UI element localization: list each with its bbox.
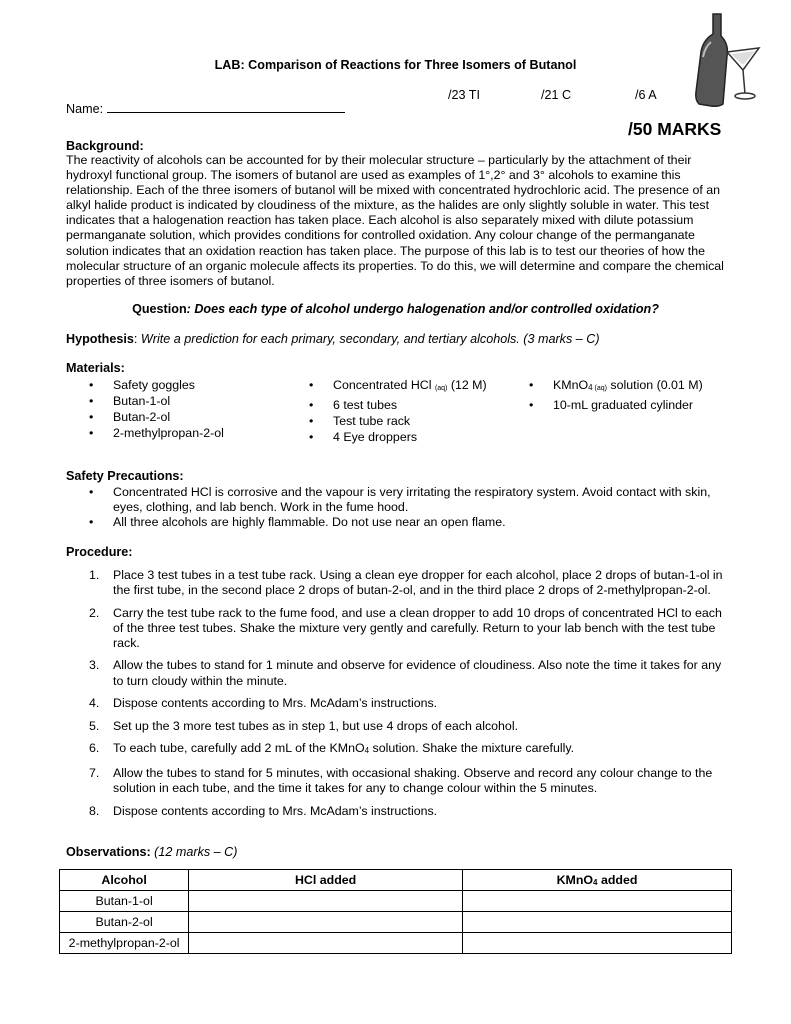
question-text: : Does each type of alcohol undergo halogenation and/or controlled oxidation?	[186, 302, 659, 316]
step-number: 3.	[89, 658, 100, 673]
materials-column-2	[309, 377, 524, 445]
step-number: 7.	[89, 765, 100, 780]
procedure-step	[89, 804, 729, 819]
materials-item: • 6 test tubes	[309, 397, 524, 413]
hcl-cell[interactable]	[189, 933, 463, 954]
safety-item: • Concentrated HCl is corrosive and the vapour is very irritating the respiratory system. Avoid contact with skin, eyes, clothing, and lab bench. Work in the fume hood.	[89, 485, 729, 515]
step-text: Carry the test tube rack to the fume food, and use a clean dropper to add 10 drops of concentrated HCl to each of the three test tubes. Shake the mixture very gently and carefully. Return to your lab bench with the test tube rack.	[113, 605, 722, 650]
step-number: 4.	[89, 696, 100, 711]
materials-item-kmno4	[529, 377, 739, 397]
table-header-row	[60, 870, 732, 891]
procedure-step	[89, 568, 729, 598]
kmno4-name: KMnO	[553, 378, 589, 392]
hcl-conc: (12 M)	[447, 378, 487, 392]
hcl-cell[interactable]	[189, 891, 463, 912]
step-text: To each tube, carefully add 2 mL of the KMnO	[113, 741, 365, 756]
step-subscript: 4	[364, 746, 370, 756]
procedure-step	[89, 658, 729, 688]
table-row	[60, 933, 732, 954]
materials-item: • Butan-2-ol	[89, 409, 299, 425]
background-text: The reactivity of alcohols can be accounted for by their molecular structure – particularly by the attachment of their hydroxyl functional group. The isomers of butanol are used as examples of 1°,2° and 3° alcohols to examine this relationship. Each of the three isomers of butanol will be mixed with concentrated hydrochloric acid. The presence of an alkyl halide product is indicated by cloudiness of the mixture, as the halides are only slightly soluble in water. This test indicates that a halogenation reaction has taken place. Each alcohol is also separately mixed with dilute potassium permanganate solution, which provides conditions for controlled oxidation. Any colour change of the permanganate solution indicates that an oxidation reaction has taken place. The purpose of this lab is to test our theories of how the molecular structure of an organic molecule affects its properties. To do this, we will determine and compare the chemical properties of three isomers of butanol.	[66, 153, 724, 288]
document-title: LAB: Comparison of Reactions for Three Isomers of Butanol	[214, 58, 577, 72]
name-field	[66, 101, 345, 116]
step-number: 6.	[89, 741, 100, 756]
alcohol-cell: Butan-2-ol	[60, 912, 189, 933]
kmno4-subscript: 4	[588, 383, 593, 392]
step-text: Allow the tubes to stand for 5 minutes, with occasional shaking. Observe and record any colour change to the solution in each tube, and the time it takes for any to change colour within the 5 minutes.	[113, 765, 713, 796]
step-number: 8.	[89, 803, 100, 818]
kmno4-header-subscript: 4	[593, 878, 598, 887]
observations-heading: Observations:	[66, 845, 151, 859]
step-text: Set up the 3 more test tubes as in step 1, but use 4 drops of each alcohol.	[113, 718, 519, 733]
hcl-aq: (aq)	[434, 385, 448, 392]
alcohol-cell: Butan-1-ol	[60, 891, 189, 912]
question-label: Question	[132, 302, 187, 316]
safety-heading: Safety Precautions:	[66, 469, 184, 483]
table-row	[60, 891, 732, 912]
step-text: Place 3 test tubes in a test tube rack. Using a clean eye dropper for each alcohol, place 2 drops of butan-1-ol in the first tube, in the second place 2 drops of butan-2-ol, and in the third place 2 drops of 2-methylpropan-2-ol.	[113, 568, 723, 598]
hypothesis-text: Write a prediction for each primary, secondary, and tertiary alcohols. (3 marks – C)	[140, 332, 600, 346]
step-text: Allow the tubes to stand for 1 minute and observe for evidence of cloudiness. Also note the time it takes for any to turn cloudy within the minute.	[113, 658, 722, 688]
materials-item: • Test tube rack	[309, 413, 524, 429]
column-header-hcl: HCl added	[189, 870, 463, 891]
materials-heading: Materials:	[66, 361, 125, 375]
materials-item: • 2-methylpropan-2-ol	[89, 425, 299, 441]
name-underline	[107, 101, 345, 113]
step-number: 2.	[89, 605, 100, 620]
observations-table	[59, 869, 732, 954]
step-text: Dispose contents according to Mrs. McAdam’s instructions.	[113, 803, 438, 818]
column-header-kmno4	[463, 870, 732, 891]
step-number: 1.	[89, 568, 100, 582]
step-number: 5.	[89, 718, 100, 733]
background-heading: Background:	[66, 139, 144, 153]
materials-item: • Safety goggles	[89, 377, 299, 393]
procedure-heading: Procedure:	[66, 545, 133, 559]
total-marks: /50 MARKS	[628, 119, 722, 139]
materials-column-1	[89, 377, 299, 441]
wine-bottle-icon	[693, 12, 763, 110]
materials-item: • 10-mL graduated cylinder	[529, 397, 739, 413]
materials-item: • 4 Eye droppers	[309, 429, 524, 445]
safety-list	[89, 485, 729, 530]
step-text: Dispose contents according to Mrs. McAdam’s instructions.	[113, 696, 438, 711]
hcl-name: Concentrated HCl	[333, 378, 435, 392]
observations-marks: (12 marks – C)	[150, 845, 238, 859]
name-label: Name:	[66, 102, 104, 116]
hypothesis-label: Hypothesis	[66, 332, 134, 346]
materials-item: • Butan-1-ol	[89, 393, 299, 409]
kmno4-cell[interactable]	[463, 891, 732, 912]
alcohol-cell: 2-methylpropan-2-ol	[60, 933, 189, 954]
kmno4-conc: solution (0.01 M)	[606, 378, 703, 392]
step-text: solution. Shake the mixture carefully.	[369, 741, 575, 756]
hcl-cell[interactable]	[189, 912, 463, 933]
procedure-step	[89, 606, 729, 651]
marks-ti: /23 TI	[448, 88, 480, 102]
hypothesis-line	[66, 332, 600, 346]
kmno4-cell[interactable]	[463, 933, 732, 954]
table-row	[60, 912, 732, 933]
marks-c: /21 C	[541, 88, 572, 102]
background-paragraph	[66, 153, 726, 289]
procedure-steps	[89, 568, 729, 826]
kmno4-header-suffix: added	[597, 873, 638, 887]
kmno4-cell[interactable]	[463, 912, 732, 933]
marks-a: /6 A	[635, 88, 657, 102]
procedure-step	[89, 741, 729, 758]
kmno4-header-text: KMnO	[556, 873, 594, 887]
column-header-alcohol: Alcohol	[60, 870, 189, 891]
question-line	[0, 302, 791, 316]
hypothesis-sep: :	[133, 332, 141, 346]
procedure-step	[89, 696, 729, 711]
procedure-step	[89, 719, 729, 734]
materials-item-hcl	[309, 377, 524, 397]
observations-line	[66, 845, 237, 859]
procedure-step	[89, 766, 729, 796]
materials-column-3	[529, 377, 739, 413]
safety-item: • All three alcohols are highly flammable. Do not use near an open flame.	[89, 515, 729, 530]
kmno4-aq: (aq)	[592, 385, 607, 392]
